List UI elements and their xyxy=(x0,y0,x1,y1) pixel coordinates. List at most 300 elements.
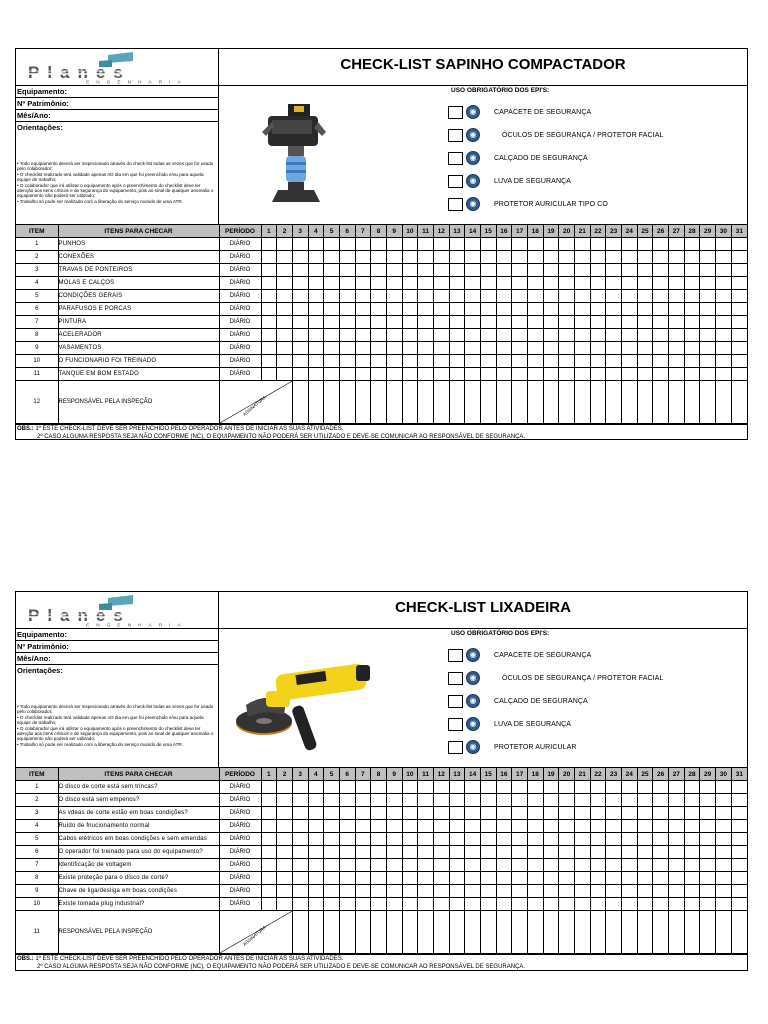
day-cell[interactable] xyxy=(574,898,590,911)
signature-cell[interactable] xyxy=(402,381,418,424)
signature-cell[interactable] xyxy=(715,381,731,424)
day-cell[interactable] xyxy=(527,355,543,368)
field-equipamento[interactable]: Equipamento: xyxy=(16,86,218,98)
day-cell[interactable] xyxy=(731,329,747,342)
day-cell[interactable] xyxy=(480,329,496,342)
day-cell[interactable] xyxy=(371,859,387,872)
day-cell[interactable] xyxy=(433,238,449,251)
day-cell[interactable] xyxy=(496,329,512,342)
day-cell[interactable] xyxy=(684,794,700,807)
day-cell[interactable] xyxy=(527,277,543,290)
day-cell[interactable] xyxy=(355,355,371,368)
day-cell[interactable] xyxy=(277,355,293,368)
day-cell[interactable] xyxy=(418,368,434,381)
signature-cell[interactable] xyxy=(386,911,402,954)
day-cell[interactable] xyxy=(371,781,387,794)
day-cell[interactable] xyxy=(324,898,340,911)
day-cell[interactable] xyxy=(402,342,418,355)
signature-cell[interactable] xyxy=(543,381,559,424)
day-cell[interactable] xyxy=(292,303,308,316)
day-cell[interactable] xyxy=(371,303,387,316)
day-cell[interactable] xyxy=(653,898,669,911)
signature-cell[interactable] xyxy=(700,911,716,954)
day-cell[interactable] xyxy=(559,329,575,342)
day-cell[interactable] xyxy=(371,794,387,807)
signature-cell[interactable] xyxy=(371,381,387,424)
day-cell[interactable] xyxy=(559,251,575,264)
day-cell[interactable] xyxy=(637,238,653,251)
day-cell[interactable] xyxy=(715,794,731,807)
day-cell[interactable] xyxy=(465,342,481,355)
day-cell[interactable] xyxy=(684,290,700,303)
day-cell[interactable] xyxy=(339,859,355,872)
day-cell[interactable] xyxy=(355,342,371,355)
day-cell[interactable] xyxy=(637,355,653,368)
day-cell[interactable] xyxy=(715,781,731,794)
day-cell[interactable] xyxy=(574,316,590,329)
day-cell[interactable] xyxy=(668,238,684,251)
day-cell[interactable] xyxy=(543,846,559,859)
day-cell[interactable] xyxy=(433,898,449,911)
day-cell[interactable] xyxy=(339,885,355,898)
day-cell[interactable] xyxy=(433,781,449,794)
day-cell[interactable] xyxy=(668,833,684,846)
day-cell[interactable] xyxy=(559,342,575,355)
day-cell[interactable] xyxy=(465,277,481,290)
day-cell[interactable] xyxy=(700,329,716,342)
day-cell[interactable] xyxy=(700,238,716,251)
day-cell[interactable] xyxy=(574,238,590,251)
day-cell[interactable] xyxy=(731,781,747,794)
day-cell[interactable] xyxy=(653,355,669,368)
day-cell[interactable] xyxy=(653,859,669,872)
day-cell[interactable] xyxy=(559,264,575,277)
day-cell[interactable] xyxy=(543,833,559,846)
day-cell[interactable] xyxy=(308,872,324,885)
signature-cell[interactable] xyxy=(653,381,669,424)
signature-cell[interactable] xyxy=(668,381,684,424)
day-cell[interactable] xyxy=(700,355,716,368)
day-cell[interactable] xyxy=(402,820,418,833)
day-cell[interactable] xyxy=(355,781,371,794)
day-cell[interactable] xyxy=(731,885,747,898)
day-cell[interactable] xyxy=(261,794,277,807)
day-cell[interactable] xyxy=(668,303,684,316)
day-cell[interactable] xyxy=(480,355,496,368)
day-cell[interactable] xyxy=(433,807,449,820)
field-patrimonio[interactable]: Nº Patrimônio: xyxy=(16,641,218,653)
day-cell[interactable] xyxy=(700,781,716,794)
day-cell[interactable] xyxy=(621,355,637,368)
day-cell[interactable] xyxy=(261,290,277,303)
signature-cell[interactable] xyxy=(292,911,308,954)
day-cell[interactable] xyxy=(324,303,340,316)
day-cell[interactable] xyxy=(527,833,543,846)
day-cell[interactable] xyxy=(308,833,324,846)
day-cell[interactable] xyxy=(261,820,277,833)
day-cell[interactable] xyxy=(637,303,653,316)
day-cell[interactable] xyxy=(684,833,700,846)
field-orientacoes[interactable]: Orientações: xyxy=(17,123,63,132)
day-cell[interactable] xyxy=(449,316,465,329)
day-cell[interactable] xyxy=(653,251,669,264)
day-cell[interactable] xyxy=(449,820,465,833)
day-cell[interactable] xyxy=(324,277,340,290)
day-cell[interactable] xyxy=(339,329,355,342)
day-cell[interactable] xyxy=(590,290,606,303)
day-cell[interactable] xyxy=(527,290,543,303)
day-cell[interactable] xyxy=(465,833,481,846)
day-cell[interactable] xyxy=(559,355,575,368)
day-cell[interactable] xyxy=(402,872,418,885)
day-cell[interactable] xyxy=(433,342,449,355)
day-cell[interactable] xyxy=(465,820,481,833)
day-cell[interactable] xyxy=(355,898,371,911)
day-cell[interactable] xyxy=(512,316,528,329)
day-cell[interactable] xyxy=(590,316,606,329)
day-cell[interactable] xyxy=(339,342,355,355)
day-cell[interactable] xyxy=(339,251,355,264)
day-cell[interactable] xyxy=(449,264,465,277)
epi-checkbox[interactable] xyxy=(448,129,463,142)
day-cell[interactable] xyxy=(339,264,355,277)
day-cell[interactable] xyxy=(700,342,716,355)
day-cell[interactable] xyxy=(308,885,324,898)
day-cell[interactable] xyxy=(574,885,590,898)
day-cell[interactable] xyxy=(371,898,387,911)
day-cell[interactable] xyxy=(731,846,747,859)
signature-cell[interactable] xyxy=(574,381,590,424)
day-cell[interactable] xyxy=(512,355,528,368)
day-cell[interactable] xyxy=(418,316,434,329)
day-cell[interactable] xyxy=(339,316,355,329)
day-cell[interactable] xyxy=(433,316,449,329)
day-cell[interactable] xyxy=(308,329,324,342)
day-cell[interactable] xyxy=(292,342,308,355)
day-cell[interactable] xyxy=(653,781,669,794)
day-cell[interactable] xyxy=(653,290,669,303)
day-cell[interactable] xyxy=(465,251,481,264)
day-cell[interactable] xyxy=(700,833,716,846)
day-cell[interactable] xyxy=(731,872,747,885)
day-cell[interactable] xyxy=(637,342,653,355)
day-cell[interactable] xyxy=(512,251,528,264)
day-cell[interactable] xyxy=(496,264,512,277)
day-cell[interactable] xyxy=(308,368,324,381)
day-cell[interactable] xyxy=(590,820,606,833)
day-cell[interactable] xyxy=(715,277,731,290)
day-cell[interactable] xyxy=(496,807,512,820)
day-cell[interactable] xyxy=(527,329,543,342)
day-cell[interactable] xyxy=(386,781,402,794)
day-cell[interactable] xyxy=(386,898,402,911)
signature-cell[interactable] xyxy=(621,381,637,424)
field-equipamento[interactable]: Equipamento: xyxy=(16,629,218,641)
day-cell[interactable] xyxy=(371,342,387,355)
day-cell[interactable] xyxy=(731,833,747,846)
day-cell[interactable] xyxy=(418,794,434,807)
day-cell[interactable] xyxy=(637,329,653,342)
day-cell[interactable] xyxy=(449,885,465,898)
day-cell[interactable] xyxy=(355,303,371,316)
day-cell[interactable] xyxy=(386,277,402,290)
signature-cell[interactable] xyxy=(715,911,731,954)
day-cell[interactable] xyxy=(715,303,731,316)
day-cell[interactable] xyxy=(308,303,324,316)
day-cell[interactable] xyxy=(480,794,496,807)
day-cell[interactable] xyxy=(480,833,496,846)
day-cell[interactable] xyxy=(590,368,606,381)
day-cell[interactable] xyxy=(574,355,590,368)
day-cell[interactable] xyxy=(715,846,731,859)
day-cell[interactable] xyxy=(731,303,747,316)
signature-cell[interactable] xyxy=(324,381,340,424)
day-cell[interactable] xyxy=(668,859,684,872)
day-cell[interactable] xyxy=(480,872,496,885)
day-cell[interactable] xyxy=(449,342,465,355)
signature-cell[interactable] xyxy=(606,911,622,954)
signature-cell[interactable] xyxy=(527,911,543,954)
day-cell[interactable] xyxy=(261,859,277,872)
day-cell[interactable] xyxy=(324,859,340,872)
day-cell[interactable] xyxy=(574,859,590,872)
day-cell[interactable] xyxy=(590,303,606,316)
signature-cell[interactable] xyxy=(449,911,465,954)
day-cell[interactable] xyxy=(653,820,669,833)
day-cell[interactable] xyxy=(543,872,559,885)
day-cell[interactable] xyxy=(480,251,496,264)
day-cell[interactable] xyxy=(700,277,716,290)
day-cell[interactable] xyxy=(496,238,512,251)
day-cell[interactable] xyxy=(355,264,371,277)
day-cell[interactable] xyxy=(668,885,684,898)
day-cell[interactable] xyxy=(700,885,716,898)
day-cell[interactable] xyxy=(653,846,669,859)
day-cell[interactable] xyxy=(653,368,669,381)
day-cell[interactable] xyxy=(621,794,637,807)
day-cell[interactable] xyxy=(277,277,293,290)
day-cell[interactable] xyxy=(480,898,496,911)
epi-checkbox[interactable] xyxy=(448,649,463,662)
day-cell[interactable] xyxy=(574,277,590,290)
day-cell[interactable] xyxy=(512,833,528,846)
day-cell[interactable] xyxy=(496,303,512,316)
day-cell[interactable] xyxy=(543,238,559,251)
day-cell[interactable] xyxy=(292,368,308,381)
day-cell[interactable] xyxy=(715,329,731,342)
day-cell[interactable] xyxy=(512,781,528,794)
day-cell[interactable] xyxy=(465,264,481,277)
day-cell[interactable] xyxy=(590,781,606,794)
day-cell[interactable] xyxy=(637,872,653,885)
day-cell[interactable] xyxy=(449,859,465,872)
day-cell[interactable] xyxy=(292,794,308,807)
day-cell[interactable] xyxy=(292,781,308,794)
day-cell[interactable] xyxy=(543,342,559,355)
day-cell[interactable] xyxy=(277,820,293,833)
day-cell[interactable] xyxy=(324,355,340,368)
day-cell[interactable] xyxy=(590,872,606,885)
signature-cell[interactable] xyxy=(653,911,669,954)
day-cell[interactable] xyxy=(512,264,528,277)
day-cell[interactable] xyxy=(418,342,434,355)
day-cell[interactable] xyxy=(433,355,449,368)
day-cell[interactable] xyxy=(308,859,324,872)
day-cell[interactable] xyxy=(637,885,653,898)
day-cell[interactable] xyxy=(480,342,496,355)
day-cell[interactable] xyxy=(653,833,669,846)
signature-cell[interactable] xyxy=(355,381,371,424)
day-cell[interactable] xyxy=(715,251,731,264)
day-cell[interactable] xyxy=(386,303,402,316)
day-cell[interactable] xyxy=(684,355,700,368)
day-cell[interactable] xyxy=(574,303,590,316)
day-cell[interactable] xyxy=(449,807,465,820)
day-cell[interactable] xyxy=(418,859,434,872)
day-cell[interactable] xyxy=(700,794,716,807)
day-cell[interactable] xyxy=(731,368,747,381)
day-cell[interactable] xyxy=(543,368,559,381)
epi-checkbox[interactable] xyxy=(448,152,463,165)
day-cell[interactable] xyxy=(574,846,590,859)
day-cell[interactable] xyxy=(371,872,387,885)
day-cell[interactable] xyxy=(277,264,293,277)
day-cell[interactable] xyxy=(715,342,731,355)
day-cell[interactable] xyxy=(731,355,747,368)
day-cell[interactable] xyxy=(324,833,340,846)
day-cell[interactable] xyxy=(480,238,496,251)
day-cell[interactable] xyxy=(653,238,669,251)
day-cell[interactable] xyxy=(292,355,308,368)
day-cell[interactable] xyxy=(324,872,340,885)
day-cell[interactable] xyxy=(449,251,465,264)
day-cell[interactable] xyxy=(653,316,669,329)
day-cell[interactable] xyxy=(700,846,716,859)
day-cell[interactable] xyxy=(371,264,387,277)
signature-cell[interactable] xyxy=(480,911,496,954)
day-cell[interactable] xyxy=(339,290,355,303)
day-cell[interactable] xyxy=(449,303,465,316)
day-cell[interactable] xyxy=(700,316,716,329)
day-cell[interactable] xyxy=(418,820,434,833)
day-cell[interactable] xyxy=(277,303,293,316)
day-cell[interactable] xyxy=(449,355,465,368)
day-cell[interactable] xyxy=(277,342,293,355)
day-cell[interactable] xyxy=(543,355,559,368)
signature-cell[interactable] xyxy=(606,381,622,424)
day-cell[interactable] xyxy=(559,781,575,794)
day-cell[interactable] xyxy=(324,807,340,820)
day-cell[interactable] xyxy=(292,833,308,846)
day-cell[interactable] xyxy=(668,898,684,911)
day-cell[interactable] xyxy=(684,303,700,316)
field-mes-ano[interactable]: Mês/Ano: xyxy=(16,653,218,665)
day-cell[interactable] xyxy=(527,820,543,833)
day-cell[interactable] xyxy=(402,329,418,342)
day-cell[interactable] xyxy=(684,898,700,911)
day-cell[interactable] xyxy=(386,251,402,264)
day-cell[interactable] xyxy=(496,820,512,833)
day-cell[interactable] xyxy=(700,872,716,885)
day-cell[interactable] xyxy=(559,277,575,290)
day-cell[interactable] xyxy=(543,820,559,833)
day-cell[interactable] xyxy=(684,238,700,251)
day-cell[interactable] xyxy=(668,846,684,859)
day-cell[interactable] xyxy=(371,885,387,898)
day-cell[interactable] xyxy=(449,277,465,290)
day-cell[interactable] xyxy=(402,846,418,859)
day-cell[interactable] xyxy=(261,329,277,342)
day-cell[interactable] xyxy=(590,329,606,342)
day-cell[interactable] xyxy=(355,872,371,885)
day-cell[interactable] xyxy=(715,238,731,251)
day-cell[interactable] xyxy=(543,898,559,911)
day-cell[interactable] xyxy=(606,807,622,820)
day-cell[interactable] xyxy=(590,885,606,898)
day-cell[interactable] xyxy=(559,316,575,329)
day-cell[interactable] xyxy=(543,251,559,264)
day-cell[interactable] xyxy=(621,277,637,290)
day-cell[interactable] xyxy=(433,368,449,381)
day-cell[interactable] xyxy=(418,872,434,885)
day-cell[interactable] xyxy=(480,303,496,316)
day-cell[interactable] xyxy=(418,329,434,342)
day-cell[interactable] xyxy=(480,781,496,794)
day-cell[interactable] xyxy=(339,303,355,316)
day-cell[interactable] xyxy=(402,251,418,264)
day-cell[interactable] xyxy=(480,820,496,833)
day-cell[interactable] xyxy=(277,859,293,872)
day-cell[interactable] xyxy=(277,251,293,264)
day-cell[interactable] xyxy=(308,794,324,807)
day-cell[interactable] xyxy=(637,277,653,290)
day-cell[interactable] xyxy=(371,355,387,368)
day-cell[interactable] xyxy=(433,820,449,833)
day-cell[interactable] xyxy=(715,898,731,911)
day-cell[interactable] xyxy=(574,807,590,820)
day-cell[interactable] xyxy=(449,846,465,859)
day-cell[interactable] xyxy=(668,807,684,820)
day-cell[interactable] xyxy=(339,794,355,807)
day-cell[interactable] xyxy=(292,872,308,885)
day-cell[interactable] xyxy=(339,807,355,820)
day-cell[interactable] xyxy=(277,885,293,898)
day-cell[interactable] xyxy=(606,238,622,251)
day-cell[interactable] xyxy=(715,368,731,381)
day-cell[interactable] xyxy=(606,872,622,885)
day-cell[interactable] xyxy=(449,872,465,885)
day-cell[interactable] xyxy=(308,781,324,794)
day-cell[interactable] xyxy=(480,316,496,329)
day-cell[interactable] xyxy=(277,238,293,251)
day-cell[interactable] xyxy=(731,859,747,872)
day-cell[interactable] xyxy=(684,885,700,898)
day-cell[interactable] xyxy=(261,846,277,859)
day-cell[interactable] xyxy=(355,316,371,329)
day-cell[interactable] xyxy=(731,290,747,303)
day-cell[interactable] xyxy=(715,833,731,846)
day-cell[interactable] xyxy=(684,251,700,264)
day-cell[interactable] xyxy=(527,859,543,872)
day-cell[interactable] xyxy=(292,264,308,277)
day-cell[interactable] xyxy=(371,820,387,833)
day-cell[interactable] xyxy=(527,342,543,355)
day-cell[interactable] xyxy=(496,368,512,381)
day-cell[interactable] xyxy=(621,807,637,820)
day-cell[interactable] xyxy=(386,290,402,303)
day-cell[interactable] xyxy=(339,846,355,859)
day-cell[interactable] xyxy=(402,781,418,794)
